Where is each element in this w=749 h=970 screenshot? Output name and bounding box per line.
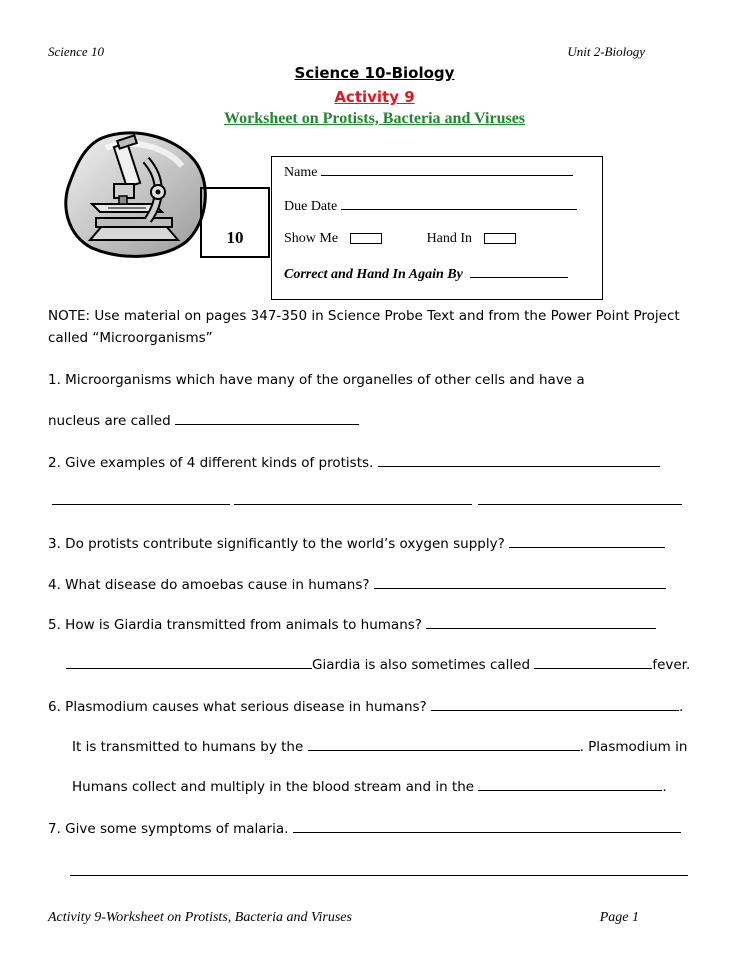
question-6b-end: . Plasmodium in <box>579 739 688 755</box>
header-course: Science 10 <box>48 44 104 59</box>
question-1-text: nucleus are called <box>48 413 171 429</box>
question-3-text: 3. Do protists contribute significantly to the world’s oxygen supply? <box>48 536 505 552</box>
footer-title: Activity 9-Worksheet on Protists, Bacteria and Viruses <box>48 910 352 925</box>
question-6b-blank[interactable] <box>308 738 580 751</box>
question-3-blank[interactable] <box>509 535 665 548</box>
note-line-2: called “Microorganisms” <box>48 330 213 346</box>
protist-blank-2[interactable] <box>234 492 472 505</box>
question-6-line-2 <box>72 738 687 755</box>
question-5-text: 5. How is Giardia transmitted from animals to humans? <box>48 617 422 633</box>
due-date-label: Due Date <box>284 199 338 214</box>
microscope-clipart <box>62 130 212 260</box>
question-5b-end: fever. <box>652 657 691 673</box>
correct-row <box>284 265 568 283</box>
due-date-blank[interactable] <box>341 197 577 210</box>
question-6c-text: Humans collect and multiply in the blood stream and in the <box>72 779 475 795</box>
question-3-line <box>48 535 665 552</box>
info-box <box>271 156 603 300</box>
question-2-line <box>48 454 660 471</box>
show-me-checkbox[interactable] <box>350 233 382 244</box>
question-7-answer-line[interactable] <box>70 862 688 876</box>
question-6-text: 6. Plasmodium causes what serious disease in humans? <box>48 699 427 715</box>
question-2-blank[interactable] <box>378 454 660 467</box>
question-6b-text: It is transmitted to humans by the <box>72 739 304 755</box>
question-5-line-2 <box>66 656 690 673</box>
question-1-blank[interactable] <box>175 412 359 425</box>
mark-box <box>200 187 270 258</box>
show-me-label: Show Me <box>284 231 339 246</box>
question-6-line <box>48 698 683 715</box>
giardia-nickname-blank[interactable] <box>534 656 652 669</box>
name-blank[interactable] <box>321 163 573 176</box>
question-2-text: 2. Give examples of 4 different kinds of protists. <box>48 455 374 471</box>
hand-in-label: Hand In <box>426 231 473 246</box>
worksheet-title: Worksheet on Protists, Bacteria and Viruses <box>223 110 526 127</box>
question-5b-text: Giardia is also sometimes called <box>312 657 531 673</box>
page-number: Page 1 <box>599 910 639 925</box>
question-1-line-2 <box>48 412 359 429</box>
mark-value: 10 <box>226 228 244 247</box>
question-4-blank[interactable] <box>374 576 666 589</box>
question-6c-blank[interactable] <box>478 778 662 791</box>
question-5-blank[interactable] <box>426 616 656 629</box>
name-label: Name <box>284 165 318 180</box>
question-7-text: 7. Give some symptoms of malaria. <box>48 821 289 837</box>
activity-title: Activity 9 <box>334 88 415 106</box>
name-row <box>284 163 573 181</box>
question-5-blank-2[interactable] <box>66 656 312 669</box>
header-unit: Unit 2-Biology <box>567 44 645 59</box>
correct-blank[interactable] <box>470 265 568 278</box>
note-line-1: NOTE: Use material on pages 347-350 in Science Probe Text and from the Power Point Project <box>48 308 680 324</box>
question-4-line <box>48 576 666 593</box>
due-date-row <box>284 197 577 215</box>
question-6-blank[interactable] <box>431 698 679 711</box>
question-1-line-1: 1. Microorganisms which have many of the organelles of other cells and have a <box>48 372 585 388</box>
correct-label: Correct and Hand In Again By <box>284 267 463 282</box>
page-title: Science 10-Biology <box>294 64 455 82</box>
question-5-line <box>48 616 656 633</box>
question-7-blank[interactable] <box>293 820 681 833</box>
question-7-line <box>48 820 681 837</box>
question-6c-end: . <box>662 779 667 795</box>
protist-blank-3[interactable] <box>478 492 682 505</box>
question-6-line-3 <box>72 778 667 795</box>
question-4-text: 4. What disease do amoebas cause in humans? <box>48 577 370 593</box>
hand-in-checkbox[interactable] <box>484 233 516 244</box>
question-2-answer-line <box>52 492 682 506</box>
question-6-end: . <box>679 699 684 715</box>
protist-blank-1[interactable] <box>52 492 230 505</box>
status-row <box>284 231 516 247</box>
